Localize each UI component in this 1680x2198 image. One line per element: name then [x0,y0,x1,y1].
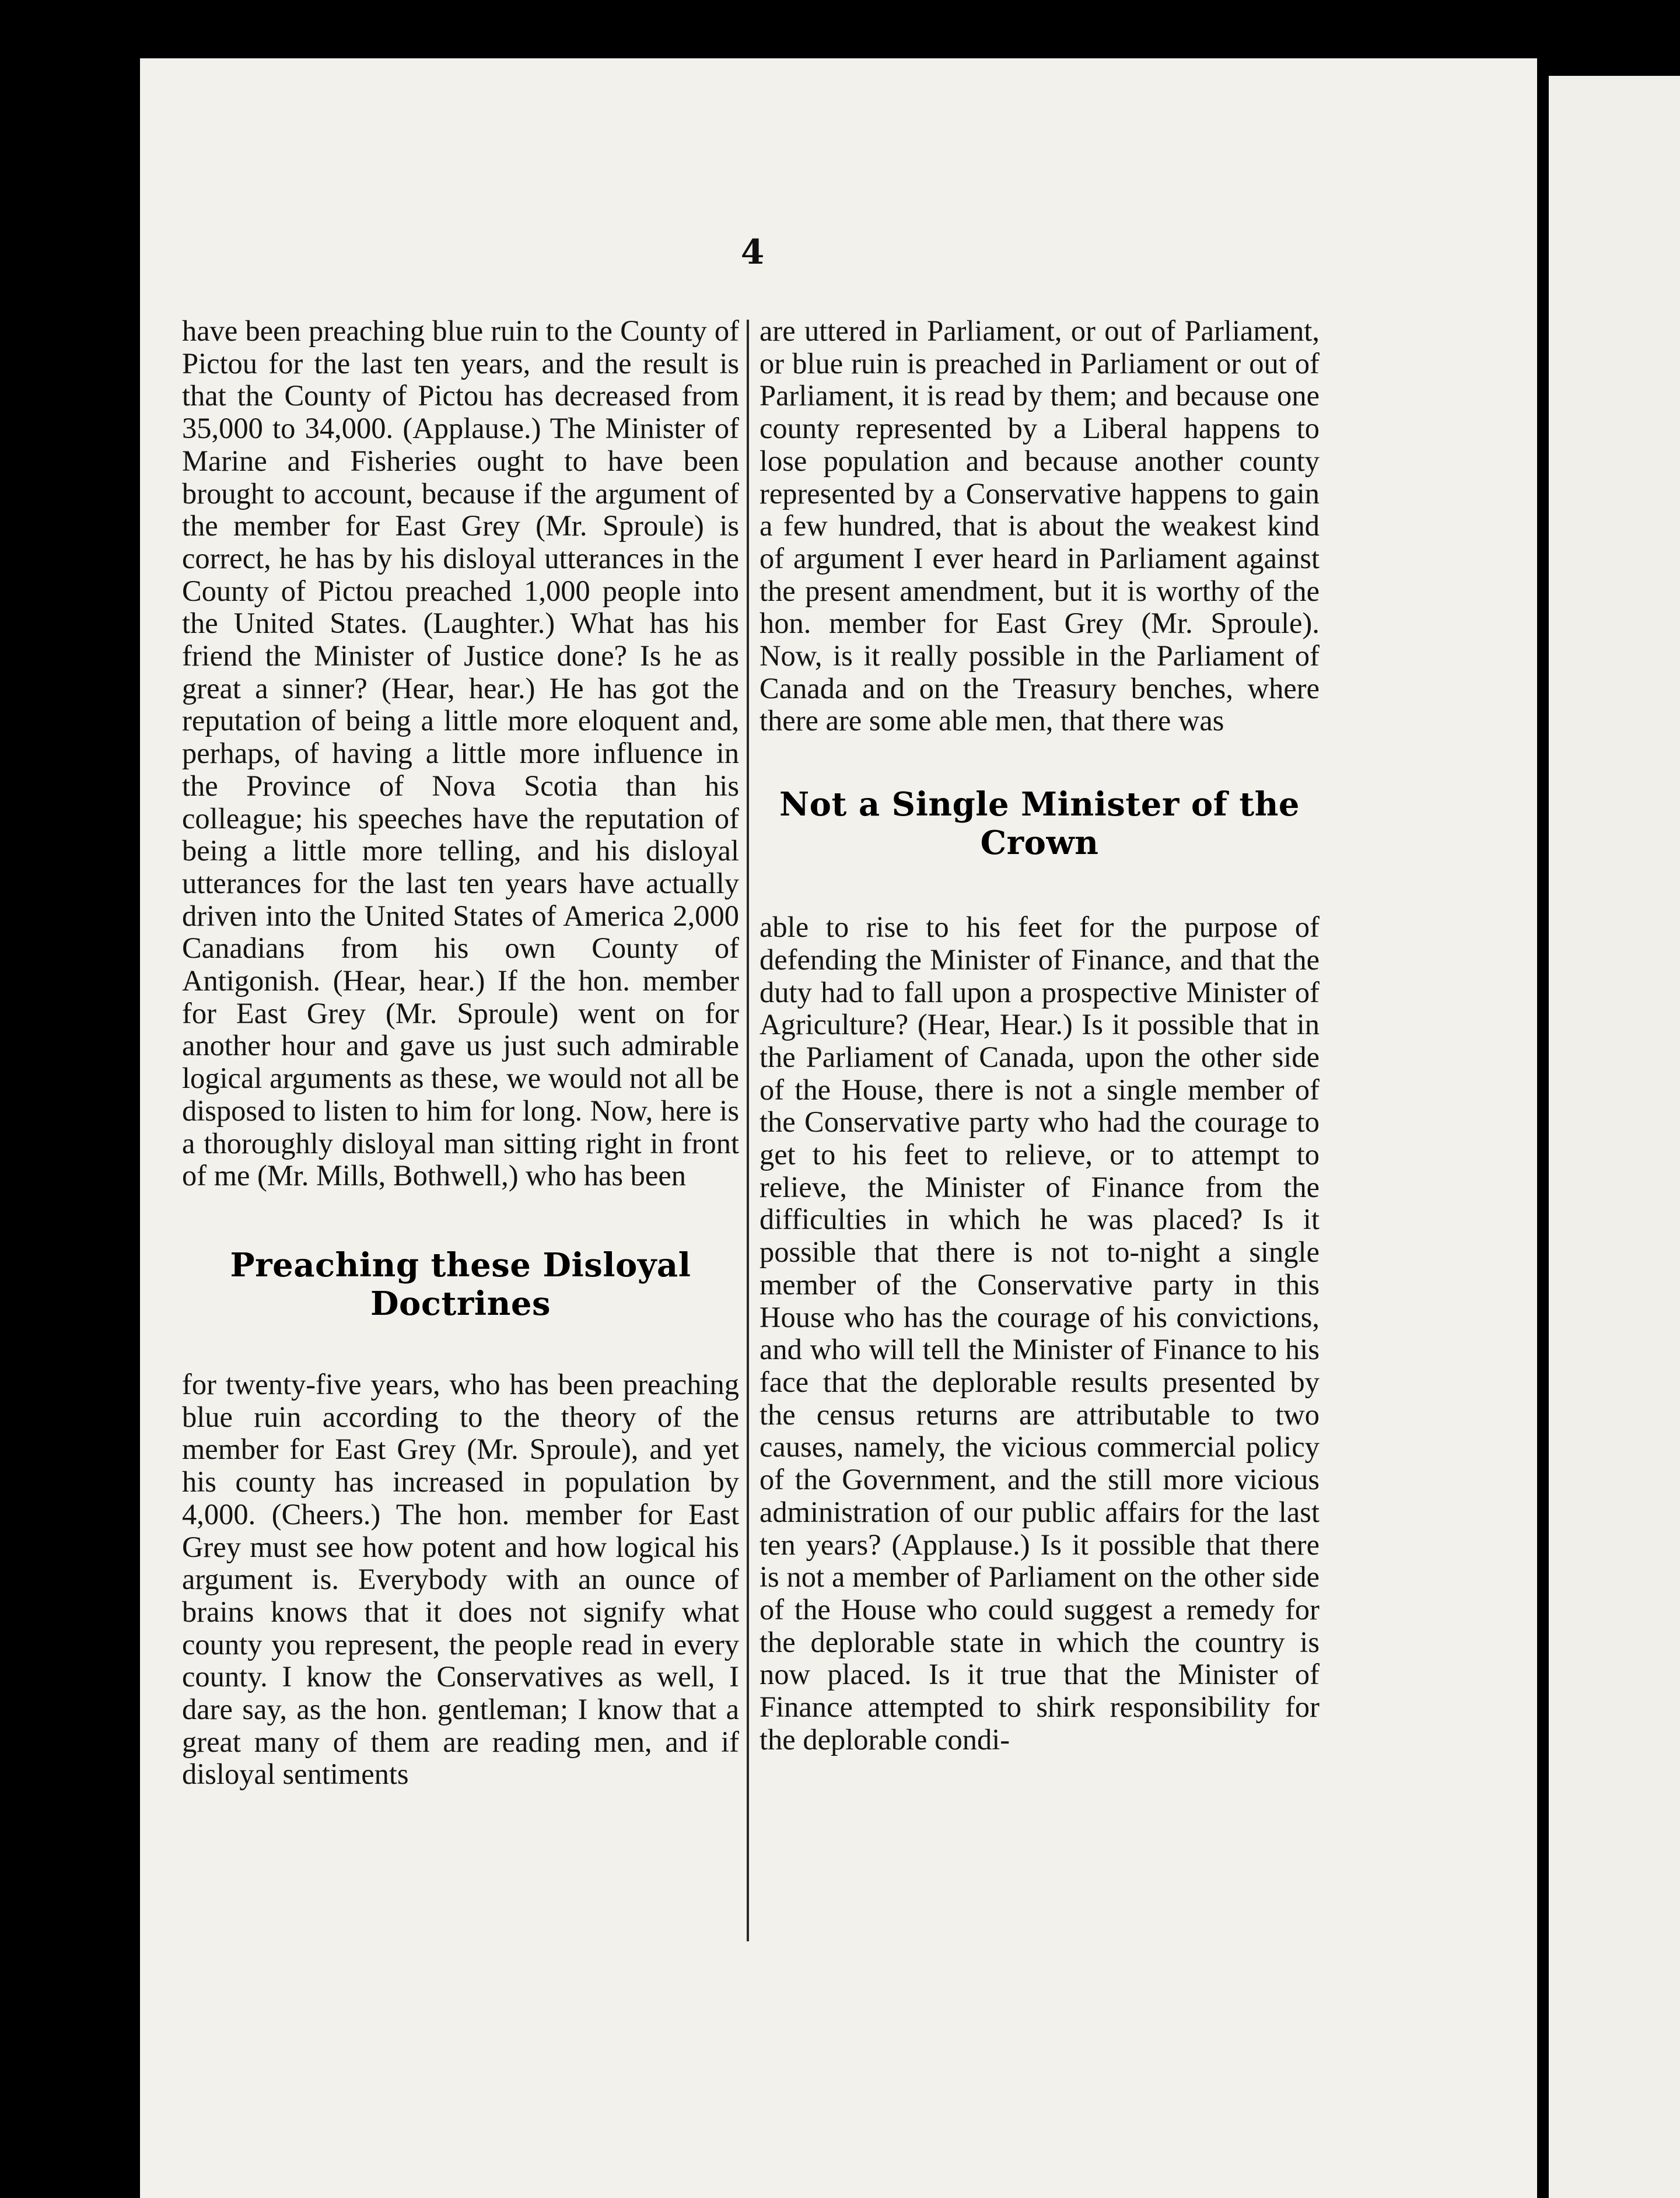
page-number: 4 [740,232,765,272]
right-paragraph-2: able to rise to his feet for the purpose of defending the Minister of Finance, and that the duty had to fall upon a prospective Minister of Agriculture? (Hear, Hear.) Is it possible that in the Parliament of Canada, upon the other side of the House, there is not a single member of the Conservative party who had the courage to get to his feet to relieve, or to attempt to relieve, the Minister of Finance from the difficulties in which he was placed? Is it possible that there is not to-night a single member of the Conservative party in this House who has the courage of his convictions, and who will tell the Minister of Finance to his face that the deplorable results presented by the census returns are attributable to two causes, namely, the vicious commercial policy of the Government, and the still more vicious administration of our public affairs for the last ten years? (Applause.) Is it possible that there is not a member of Parliament on the other side of the House who could suggest a remedy for the deplorable state in which the country is now placed. Is it true that the Minister of Finance attempted to shirk responsibility for the deplorable condi- [760,911,1320,1756]
left-paragraph-1: have been preaching blue ruin to the County of Pictou for the last ten years, and the result is that the County of Pictou has decreased from 35,000 to 34,000. (Applause.) The Minister of Marine and Fisheries ought to have been brought to account, because if the argument of the member for East Grey (Mr. Sproule) is correct, he has by his disloyal utterances in the County of Pictou preached 1,000 people into the United States. (Laughter.) What has his friend the Minister of Justice done? Is he as great a sinner? (Hear, hear.) He has got the reputation of being a little more eloquent and, perhaps, of having a little more influence in the Province of Nova Scotia than his colleague; his speeches have the reputation of being a little more telling, and his disloyal utterances for the last ten years have actually driven into the United States of America 2,000 Canadians from his own County of Antigonish. (Hear, hear.) If the hon. member for East Grey (Mr. Sproule) went on for another hour and gave us just such admirable logical arguments as these, we would not all be disposed to listen to him for long. Now, here is a thoroughly disloyal man sitting right in front of me (Mr. Mills, Bothwell,) who has been [182,314,739,1192]
adjacent-page-edge [1549,76,1680,2198]
left-paragraph-2: for twenty-five years, who has been preaching blue ruin according to the theory of the member for East Grey (Mr. Sproule), and yet his county has increased in population by 4,000. (Cheers.) The hon. member for East Grey must see how potent and how logical his argument is. Everybody with an ounce of brains knows that it does not signify what county you represent, the people read in every county. I know the Conservatives as well, I dare say, as the hon. gentleman; I know that a great many of them are reading men, and if disloyal sentiments [182,1367,739,1791]
right-column [760,315,1320,1756]
left-section-heading: Preaching these Disloyal Doctrines [230,1245,691,1323]
column-divider [747,320,749,1941]
right-section-heading: Not a Single Minister of the Crown [779,785,1300,863]
left-column [182,315,739,1791]
right-paragraph-1: are uttered in Parliament, or out of Parliament, or blue ruin is preached in Parliament or out of Parliament, it is read by them; and because one county represented by a Liberal happens to lose population and because another county represented by a Conservative happens to gain a few hundred, that is about the weakest kind of argument I ever heard in Parliament against the present amendment, but it is worthy of the hon. member for East Grey (Mr. Sproule). Now, is it really possible in the Parliament of Canada and on the Treasury benches, where there are some able men, that there was [760,314,1320,737]
page-gutter [1537,58,1549,2198]
